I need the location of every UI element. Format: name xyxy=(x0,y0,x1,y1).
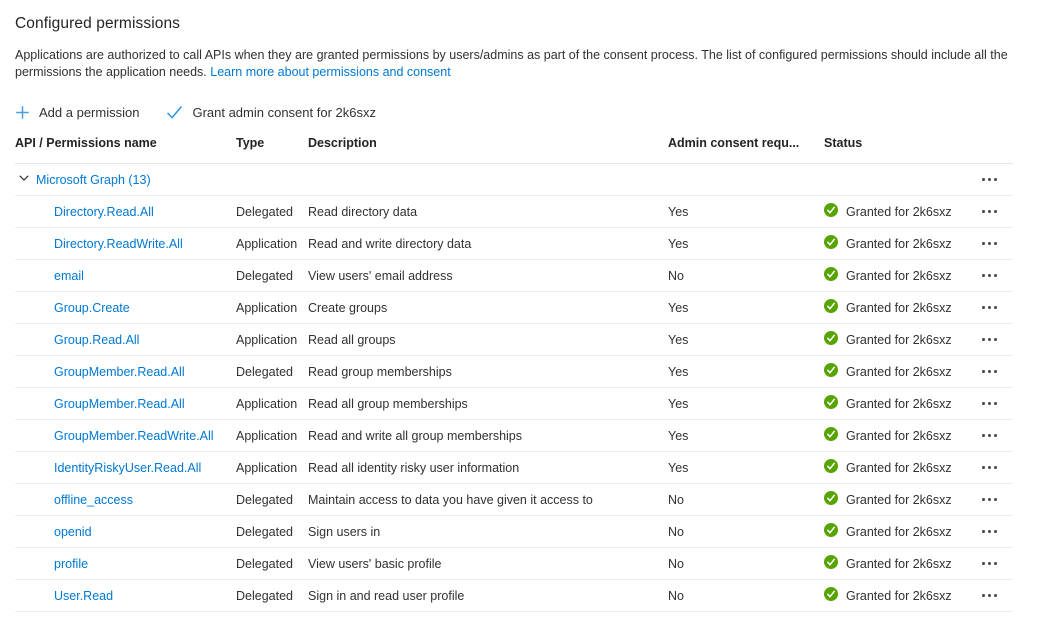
table-row xyxy=(15,292,1013,324)
status-badge xyxy=(824,235,971,252)
column-header-admin-consent-required: Admin consent requ... xyxy=(668,135,800,150)
permission-description: Read group memberships xyxy=(308,364,452,379)
check-circle-icon xyxy=(824,555,838,572)
ellipsis-icon xyxy=(982,178,985,181)
check-circle-icon xyxy=(824,363,838,380)
ellipsis-icon xyxy=(982,306,985,309)
permission-description: Sign in and read user profile xyxy=(308,588,465,603)
check-circle-icon xyxy=(824,491,838,508)
check-circle-icon xyxy=(824,395,838,412)
status-text: Granted for 2k6sxz xyxy=(846,268,952,283)
permission-name-link[interactable]: offline_access xyxy=(54,492,133,507)
status-text: Granted for 2k6sxz xyxy=(846,204,952,219)
check-circle-icon xyxy=(824,267,838,284)
row-menu-button[interactable] xyxy=(971,580,1013,611)
grant-admin-consent-button[interactable] xyxy=(166,105,376,120)
permission-description: View users' basic profile xyxy=(308,556,442,571)
ellipsis-icon xyxy=(982,466,985,469)
table-row xyxy=(15,420,1013,452)
permission-description: Read all groups xyxy=(308,332,396,347)
admin-consent-required-value: Yes xyxy=(668,236,689,251)
permission-description: Read directory data xyxy=(308,204,418,219)
status-badge xyxy=(824,587,971,604)
column-header-api-permissions-name: API / Permissions name xyxy=(15,135,157,150)
description-text: Applications are authorized to call APIs when they are granted permissions by users/admins as part of the consent process. The list of configured permissions should include all the permissions the application needs. xyxy=(15,48,1008,79)
plus-icon xyxy=(15,105,30,120)
column-header-type: Type xyxy=(236,135,265,150)
row-menu-button[interactable] xyxy=(971,228,1013,259)
admin-consent-required-value: No xyxy=(668,492,684,507)
ellipsis-icon xyxy=(982,370,985,373)
row-menu-button[interactable] xyxy=(971,484,1013,515)
check-circle-icon xyxy=(824,203,838,220)
permissions-table xyxy=(15,122,1013,612)
permission-type: Delegated xyxy=(236,492,293,507)
permission-name-link[interactable]: GroupMember.ReadWrite.All xyxy=(54,428,214,443)
status-badge xyxy=(824,427,971,444)
permission-description: Create groups xyxy=(308,300,388,315)
status-text: Granted for 2k6sxz xyxy=(846,236,952,251)
status-badge xyxy=(824,331,971,348)
status-text: Granted for 2k6sxz xyxy=(846,428,952,443)
row-menu-button[interactable] xyxy=(971,516,1013,547)
permission-type: Delegated xyxy=(236,524,293,539)
admin-consent-required-value: Yes xyxy=(668,204,689,219)
permission-name-link[interactable]: Group.Create xyxy=(54,300,130,315)
row-menu-button[interactable] xyxy=(971,260,1013,291)
row-menu-button[interactable] xyxy=(971,356,1013,387)
ellipsis-icon xyxy=(982,210,985,213)
status-badge xyxy=(824,363,971,380)
row-menu-button[interactable] xyxy=(971,292,1013,323)
permission-name-link[interactable]: email xyxy=(54,268,84,283)
permission-description: Read all group memberships xyxy=(308,396,468,411)
table-row xyxy=(15,356,1013,388)
permission-type: Delegated xyxy=(236,556,293,571)
column-header-description: Description xyxy=(308,135,377,150)
admin-consent-required-value: No xyxy=(668,588,684,603)
ellipsis-icon xyxy=(982,338,985,341)
learn-more-link[interactable]: Learn more about permissions and consent xyxy=(210,65,451,79)
check-icon xyxy=(166,105,183,119)
status-text: Granted for 2k6sxz xyxy=(846,492,952,507)
table-header-row xyxy=(15,122,1013,164)
table-row xyxy=(15,324,1013,356)
grant-admin-consent-label: Grant admin consent for 2k6sxz xyxy=(192,104,376,120)
permission-name-link[interactable]: profile xyxy=(54,556,89,571)
table-row xyxy=(15,580,1013,612)
admin-consent-required-value: Yes xyxy=(668,396,689,411)
ellipsis-icon xyxy=(982,434,985,437)
permission-name-link[interactable]: GroupMember.Read.All xyxy=(54,396,185,411)
permission-description: Sign users in xyxy=(308,524,381,539)
status-text: Granted for 2k6sxz xyxy=(846,588,952,603)
status-badge xyxy=(824,459,971,476)
admin-consent-required-value: Yes xyxy=(668,364,689,379)
permission-name-link[interactable]: Directory.ReadWrite.All xyxy=(54,236,183,251)
page-title: Configured permissions xyxy=(15,15,181,32)
permission-type: Delegated xyxy=(236,364,293,379)
table-body xyxy=(15,196,1013,612)
permission-description: View users' email address xyxy=(308,268,453,283)
ellipsis-icon xyxy=(982,594,985,597)
status-text: Granted for 2k6sxz xyxy=(846,364,952,379)
admin-consent-required-value: Yes xyxy=(668,300,689,315)
table-row xyxy=(15,516,1013,548)
ellipsis-icon xyxy=(982,274,985,277)
admin-consent-required-value: No xyxy=(668,556,684,571)
check-circle-icon xyxy=(824,331,838,348)
permission-name-link[interactable]: openid xyxy=(54,524,92,539)
permission-type: Delegated xyxy=(236,204,293,219)
permission-type: Delegated xyxy=(236,588,293,603)
add-permission-button[interactable] xyxy=(15,105,139,120)
permission-name-link[interactable]: Directory.Read.All xyxy=(54,204,154,219)
column-header-status: Status xyxy=(824,135,863,150)
permission-name-link[interactable]: GroupMember.Read.All xyxy=(54,364,185,379)
status-text: Granted for 2k6sxz xyxy=(846,300,952,315)
status-badge xyxy=(824,395,971,412)
permission-description: Read and write directory data xyxy=(308,236,472,251)
permission-name-link[interactable]: User.Read xyxy=(54,588,114,603)
table-row xyxy=(15,548,1013,580)
permission-type: Delegated xyxy=(236,268,293,283)
permission-type: Application xyxy=(236,428,298,443)
table-row xyxy=(15,388,1013,420)
permission-description: Read and write all group memberships xyxy=(308,428,522,443)
api-group-row xyxy=(15,164,1013,196)
row-menu-button[interactable] xyxy=(971,548,1013,579)
status-text: Granted for 2k6sxz xyxy=(846,524,952,539)
permission-type: Application xyxy=(236,332,298,347)
row-menu-button[interactable] xyxy=(971,164,1013,195)
api-group-toggle[interactable] xyxy=(15,172,971,187)
table-row xyxy=(15,228,1013,260)
check-circle-icon xyxy=(824,235,838,252)
table-row xyxy=(15,452,1013,484)
permission-type: Application xyxy=(236,300,298,315)
status-badge xyxy=(824,555,971,572)
permission-description: Maintain access to data you have given it access to xyxy=(308,492,593,507)
permission-type: Application xyxy=(236,236,298,251)
status-badge xyxy=(824,299,971,316)
status-text: Granted for 2k6sxz xyxy=(846,556,952,571)
permission-type: Application xyxy=(236,460,298,475)
check-circle-icon xyxy=(824,299,838,316)
admin-consent-required-value: Yes xyxy=(668,460,689,475)
row-menu-button[interactable] xyxy=(971,196,1013,227)
table-row xyxy=(15,260,1013,292)
ellipsis-icon xyxy=(982,530,985,533)
permission-description: Read all identity risky user information xyxy=(308,460,520,475)
ellipsis-icon xyxy=(982,562,985,565)
status-badge xyxy=(824,203,971,220)
permission-name-link[interactable]: IdentityRiskyUser.Read.All xyxy=(54,460,202,475)
table-row xyxy=(15,484,1013,516)
toolbar xyxy=(15,102,1043,122)
status-badge xyxy=(824,267,971,284)
permission-type: Application xyxy=(236,396,298,411)
api-group-name[interactable]: Microsoft Graph (13) xyxy=(36,172,151,187)
check-circle-icon xyxy=(824,587,838,604)
check-circle-icon xyxy=(824,523,838,540)
table-row xyxy=(15,196,1013,228)
chevron-down-icon xyxy=(18,172,30,187)
description xyxy=(15,47,1039,81)
status-badge xyxy=(824,523,971,540)
status-text: Granted for 2k6sxz xyxy=(846,332,952,347)
check-circle-icon xyxy=(824,459,838,476)
row-menu-button[interactable] xyxy=(971,388,1013,419)
row-menu-button[interactable] xyxy=(971,452,1013,483)
permission-name-link[interactable]: Group.Read.All xyxy=(54,332,140,347)
ellipsis-icon xyxy=(982,402,985,405)
admin-consent-required-value: No xyxy=(668,268,684,283)
status-text: Granted for 2k6sxz xyxy=(846,396,952,411)
ellipsis-icon xyxy=(982,242,985,245)
add-permission-label: Add a permission xyxy=(39,104,140,120)
admin-consent-required-value: Yes xyxy=(668,428,689,443)
row-menu-button[interactable] xyxy=(971,324,1013,355)
admin-consent-required-value: Yes xyxy=(668,332,689,347)
admin-consent-required-value: No xyxy=(668,524,684,539)
status-badge xyxy=(824,491,971,508)
ellipsis-icon xyxy=(982,498,985,501)
check-circle-icon xyxy=(824,427,838,444)
row-menu-button[interactable] xyxy=(971,420,1013,451)
status-text: Granted for 2k6sxz xyxy=(846,460,952,475)
